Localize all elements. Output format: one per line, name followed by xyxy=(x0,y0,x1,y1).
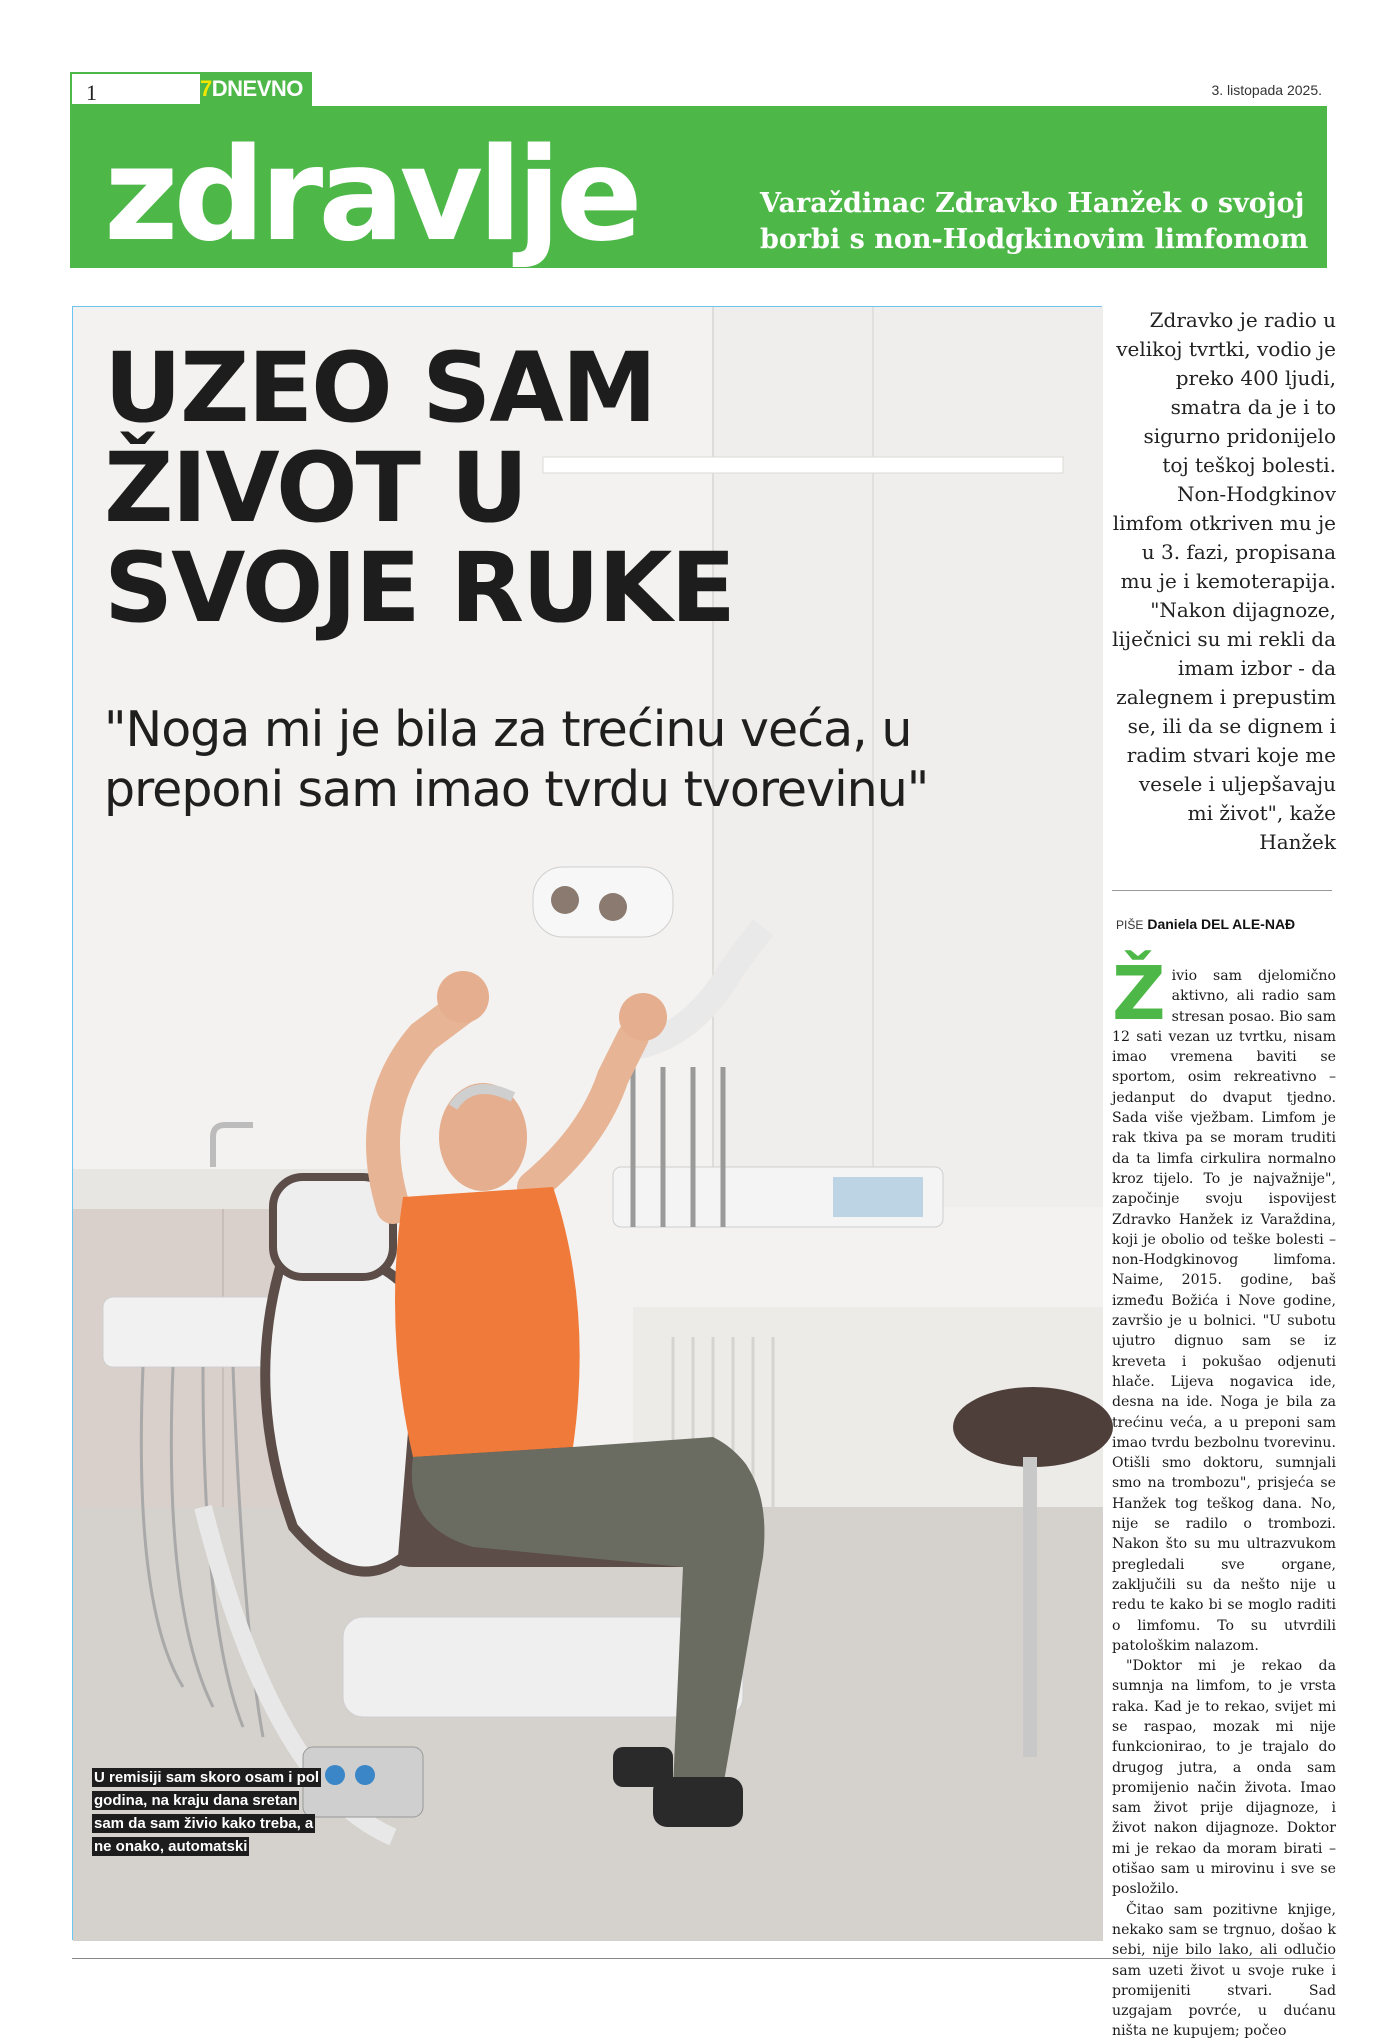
drop-cap: Ž xyxy=(1112,951,1166,1037)
body-paragraph: Čitao sam pozitivne knjige, nekako sam se trgnuo, došao k sebi, nije bilo lako, ali odlučio sam uzeti život u svoje ruke i promijeniti stvari. Sad uzgajam povrće, u dućanu ništa ne kupujem; počeo xyxy=(1112,1901,1336,2040)
headline-line-1: UZEO SAM xyxy=(104,332,656,444)
photo-caption: U remisiji sam skoro osam i pol godina, na kraju dana sretan sam da sam živio kako treba, a ne onako, automatski xyxy=(94,1769,320,1855)
headline-line-2: ŽIVOT U xyxy=(104,432,527,544)
headline xyxy=(104,332,1004,644)
article-intro: Zdravko je radio u velikoj tvrtki, vodio je preko 400 ljudi, smatra da je i to sigurno pridonijelo toj teškoj bolesti. Non-Hodgkinov limfom otkriven mu je u 3. fazi, propisana mu je i kemoterapija. "Nakon dijagnoze, liječnici su mi rekli da imam izbor - da zalegnem i prepustim se, ili da se dignem i radim stvari koje me vesele i uljepšavaju mi život", kaže Hanžek xyxy=(1112,308,1336,854)
body-paragraph: Živio sam djelomično aktivno, ali radio sam stresan posao. Bio sam 12 sati vezan uz tvrtku, nisam imao vremena baviti se sportom, osim rekreativno – jedanput do dvaput tjedno. Sada više vježbam. Limfom je rak tkiva pa se moram truditi da ta limfa cirkulira normalno kroz tijelo. To je najvažnije", započinje svoju ispovijest Zdravko Hanžek iz Varaždina, koji je obolio od teške bolesti – non-Hodgkinovog limfoma. Naime, 2015. godine, baš između Božića i Nove godine, završio je u bolnici. "U subotu ujutro dignuo sam se iz kreveta i pokušao odjenuti hlače. Lijeva nogavica ide, desna na ide. Noga je bila za trećinu veća, a u preponi sam imao tvrdu bezbolnu tvorevinu. Otišli smo doktoru, sumnjali smo na trombozu", prisjeća se Hanžek tog teškog dana. No, nije se radilo o trombozi. Nakon što su mu ultrazvukom pregledali sve organe, zaključili su da nešto nije u redu te kako bi se moglo raditi o limfomu. To su utvrdili patološkim nalazom. xyxy=(1112,951,1337,1654)
byline-author[interactable]: Daniela DEL ALE-NAĐ xyxy=(1147,916,1296,932)
byline xyxy=(1116,916,1295,932)
issue-date: 3. listopada 2025. xyxy=(1211,82,1322,98)
page-number: 1 xyxy=(86,80,97,105)
article-dek: "Noga mi je bila za trećinu veća, u preponi sam imao tvrdu tvorevinu" xyxy=(104,701,929,818)
body-paragraph: "Doktor mi je rekao da sumnja na limfom, to je vrsta raka. Kad je to rekao, svijet mi se raspao, mozak mi nije funkcionirao, to je trajalo do drugog jutra, a onda sam promijenio način života. Imao sam život prije dijagnoze, i život nakon dijagnoze. Doktor mi je rekao da moram birati – otišao sam u mirovinu i sve se posložilo. xyxy=(1112,1658,1336,1898)
section-subtitle: Varaždinac Zdravko Hanžek o svojoj borbi s non-Hodgkinovim limfomom xyxy=(760,188,1309,255)
section-title: zdravlje xyxy=(104,121,638,270)
footer-rule xyxy=(72,1958,1334,1959)
byline-divider xyxy=(1112,890,1332,891)
byline-label: PIŠE xyxy=(1116,918,1144,932)
article-body xyxy=(1112,951,1337,2042)
headline-line-3: SVOJE RUKE xyxy=(104,532,734,644)
publication-logo[interactable]: 7DNEVNO xyxy=(200,76,303,101)
